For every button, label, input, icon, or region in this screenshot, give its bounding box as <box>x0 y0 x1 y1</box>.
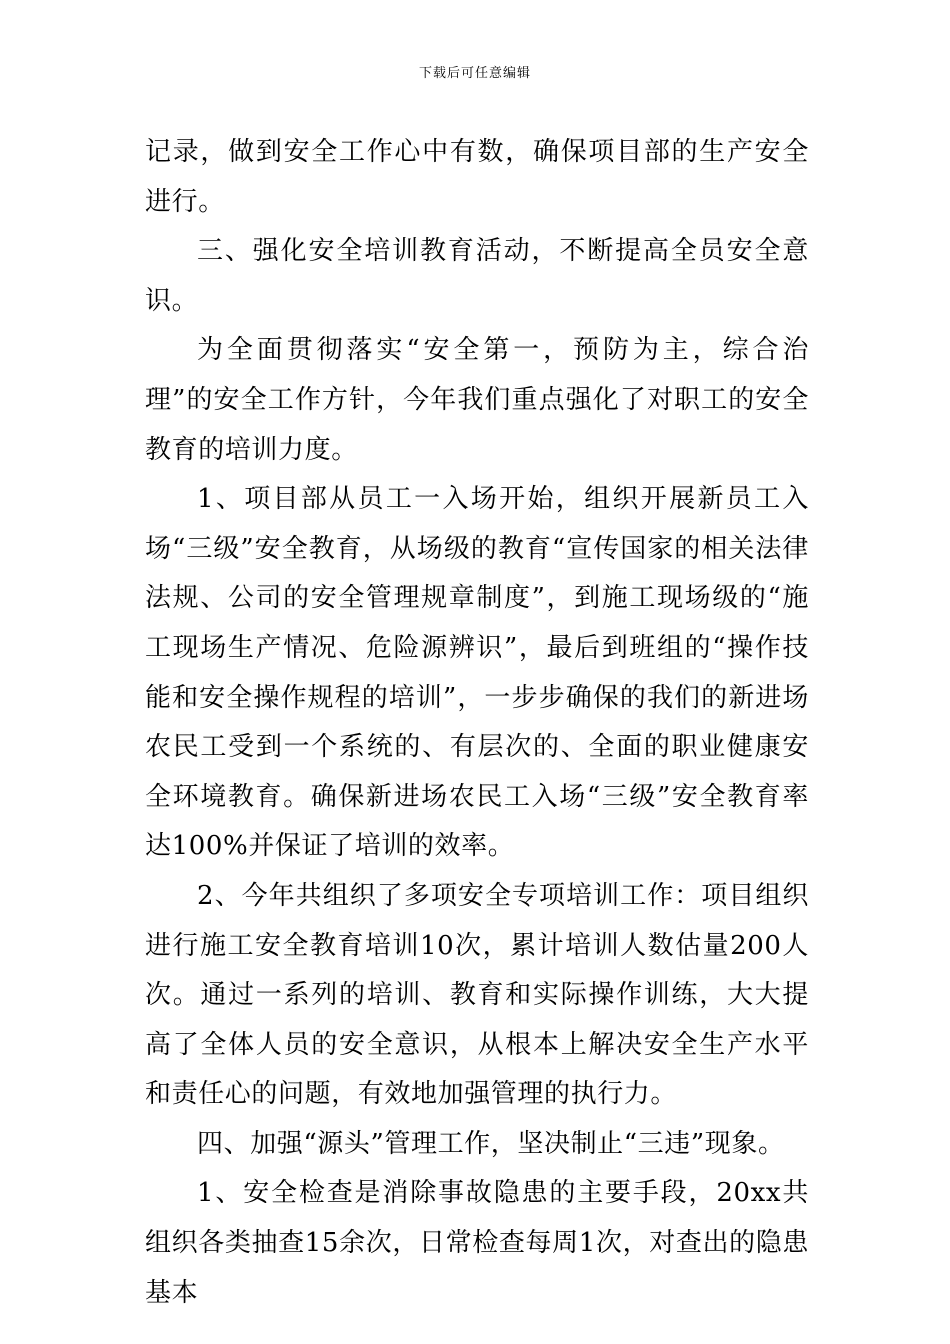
paragraph-item-1: 1、项目部从员工一入场开始，组织开展新员工入场“三级”安全教育，从场级的教育“宣传国家的相关法律法规、公司的安全管理规章制度”，到施工现场级的“施工现场生产情况、危险源辨识”，最后到班组的“操作技能和安全操作规程的培训”，一步步确保的我们的新进场农民工受到一个系统的、有层次的、全面的职业健康安全环境教育。确保新进场农民工入场“三级”安全教育率达100%并保证了培训的效率。 <box>145 484 809 862</box>
page-header: 下载后可任意编辑 <box>418 66 531 81</box>
paragraph-item-2: 2、今年共组织了多项安全专项培训工作：项目组织进行施工安全教育培训10次，累计培训人数估量200人次。通过一系列的培训、教育和实际操作训练，大大提高了全体人员的安全意识，从根本上解决安全生产水平和责任心的问题，有效地加强管理的执行力。 <box>145 880 809 1110</box>
paragraph-policy: 为全面贯彻落实“安全第一，预防为主，综合治理”的安全工作方针，今年我们重点强化了对职工的安全教育的培训力度。 <box>145 335 809 465</box>
section-heading-four: 四、加强“源头”管理工作，坚决制止“三违”现象。 <box>197 1128 785 1159</box>
section-heading-three: 三、强化安全培训教育活动，不断提高全员安全意识。 <box>145 236 809 316</box>
paragraph-continuation: 记录，做到安全工作心中有数，确保项目部的生产安全进行。 <box>145 137 809 217</box>
paragraph-inspection: 1、安全检查是消除事故隐患的主要手段，20xx共组织各类抽查15余次，日常检查每周1次，对查出的隐患基本 <box>145 1178 809 1308</box>
document-body <box>145 128 809 1318</box>
